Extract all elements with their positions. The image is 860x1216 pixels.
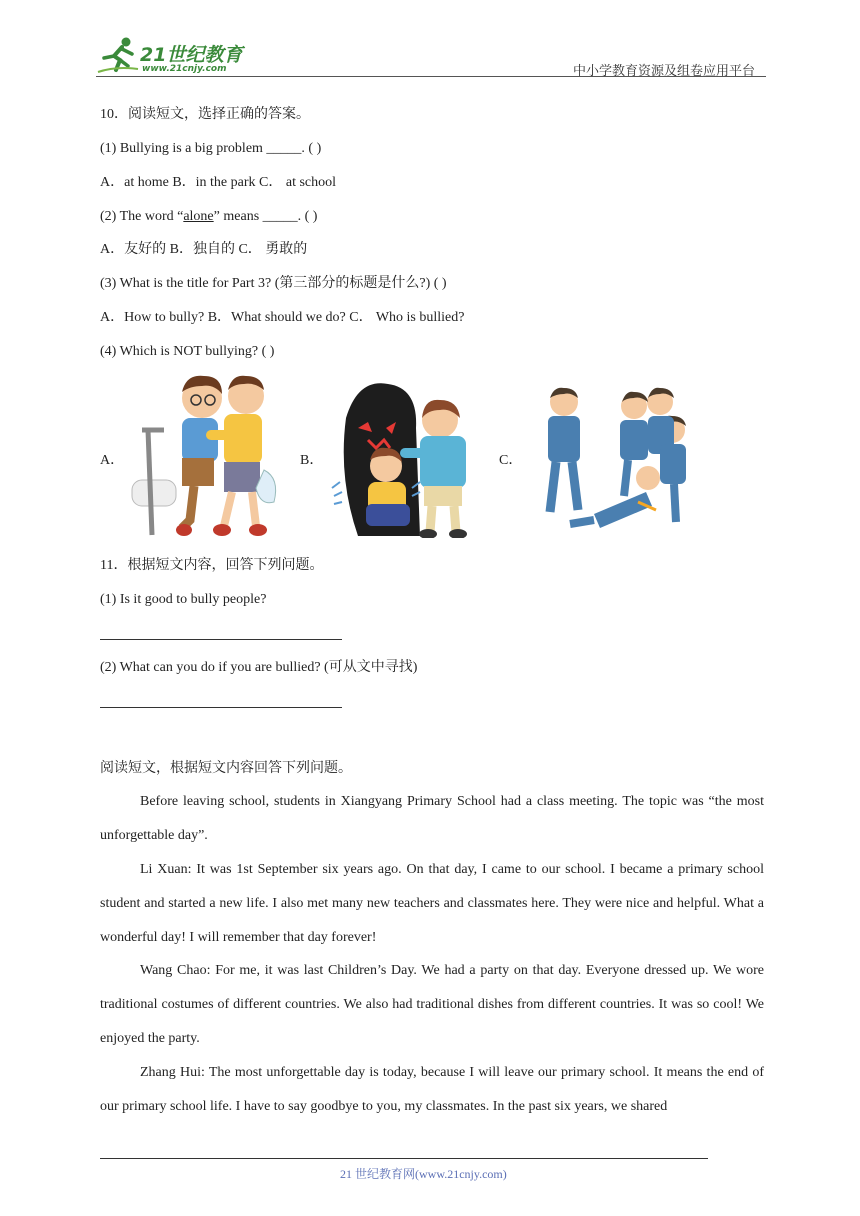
q10-3-options: A．How to bully? B．What should we do? C． Who is bullied? xyxy=(100,310,465,325)
answer-line-1[interactable] xyxy=(100,639,342,640)
q10-2-question xyxy=(100,208,317,226)
footer-text: 21 世纪教育网(www.21cnjy.com) xyxy=(340,1167,507,1181)
q10-title: 10．阅读短文，选择正确的答案。 xyxy=(100,107,310,122)
group-bullying-illustration xyxy=(534,384,696,534)
q10-3-question: (3) What is the title for Part 3? (第三部分的标题是什么?) ( ) xyxy=(100,276,447,291)
q10-2-pre: (2) The word “ xyxy=(100,209,184,224)
shadow-bully-illustration xyxy=(328,378,484,538)
q11-1-question: (1) Is it good to bully people? xyxy=(100,592,267,607)
footer-divider xyxy=(100,1158,708,1159)
header-logo xyxy=(96,36,256,76)
answer-line-2[interactable] xyxy=(100,707,342,708)
runner-logo-icon xyxy=(96,36,140,74)
passage-paragraph-1: Before leaving school, students in Xiangyang Primary School had a class meeting. The topic was “the most unforgettable day”. xyxy=(100,794,764,843)
q10-2-options: A．友好的 B．独自的 C． 勇敢的 xyxy=(100,242,308,257)
passage-instruction: 阅读短文，根据短文内容回答下列问题。 xyxy=(100,761,352,776)
platform-title: 中小学教育资源及组卷应用平台 xyxy=(573,63,756,78)
logo-title: 21世纪教育 xyxy=(140,44,243,66)
q10-2-post: ” means _____. ( ) xyxy=(213,209,318,224)
option-a-label: A． xyxy=(100,453,125,468)
q10-1-question: (1) Bullying is a big problem _____. ( ) xyxy=(100,141,322,156)
logo-url: www.21cnjy.com xyxy=(142,64,227,74)
q10-4-question: (4) Which is NOT bullying? ( ) xyxy=(100,344,275,359)
q10-2-word: alone xyxy=(183,209,214,224)
header-divider xyxy=(96,76,766,77)
passage-paragraph-3: Wang Chao: For me, it was last Children’s Day. We had a party on that day. Everyone dressed up. We wore traditional costumes of different countries. We also had traditional dishes from different countries. It was so cool! We enjoyed the party. xyxy=(100,963,764,1046)
passage-paragraph-4: Zhang Hui: The most unforgettable day is today, because I will leave our primary school. It means the end of our primary school life. I have to say goodbye to you, my classmates. In the past six years, we shared xyxy=(100,1065,764,1114)
q10-1-options: A．at home B．in the park C． at school xyxy=(100,175,337,190)
helping-friend-illustration xyxy=(124,370,284,540)
q11-title: 11．根据短文内容，回答下列问题。 xyxy=(100,558,324,573)
option-c-label: C． xyxy=(499,453,523,468)
passage-paragraph-2: Li Xuan: It was 1st September six years ago. On that day, I came to our school. I became a primary school student and started a new life. I also met many new teachers and classmates here. They were nice and helpful. What a wonderful day! I will remember that day forever! xyxy=(100,862,764,945)
q11-2-question: (2) What can you do if you are bullied? (可从文中寻找) xyxy=(100,660,418,675)
option-b-label: B． xyxy=(300,453,324,468)
